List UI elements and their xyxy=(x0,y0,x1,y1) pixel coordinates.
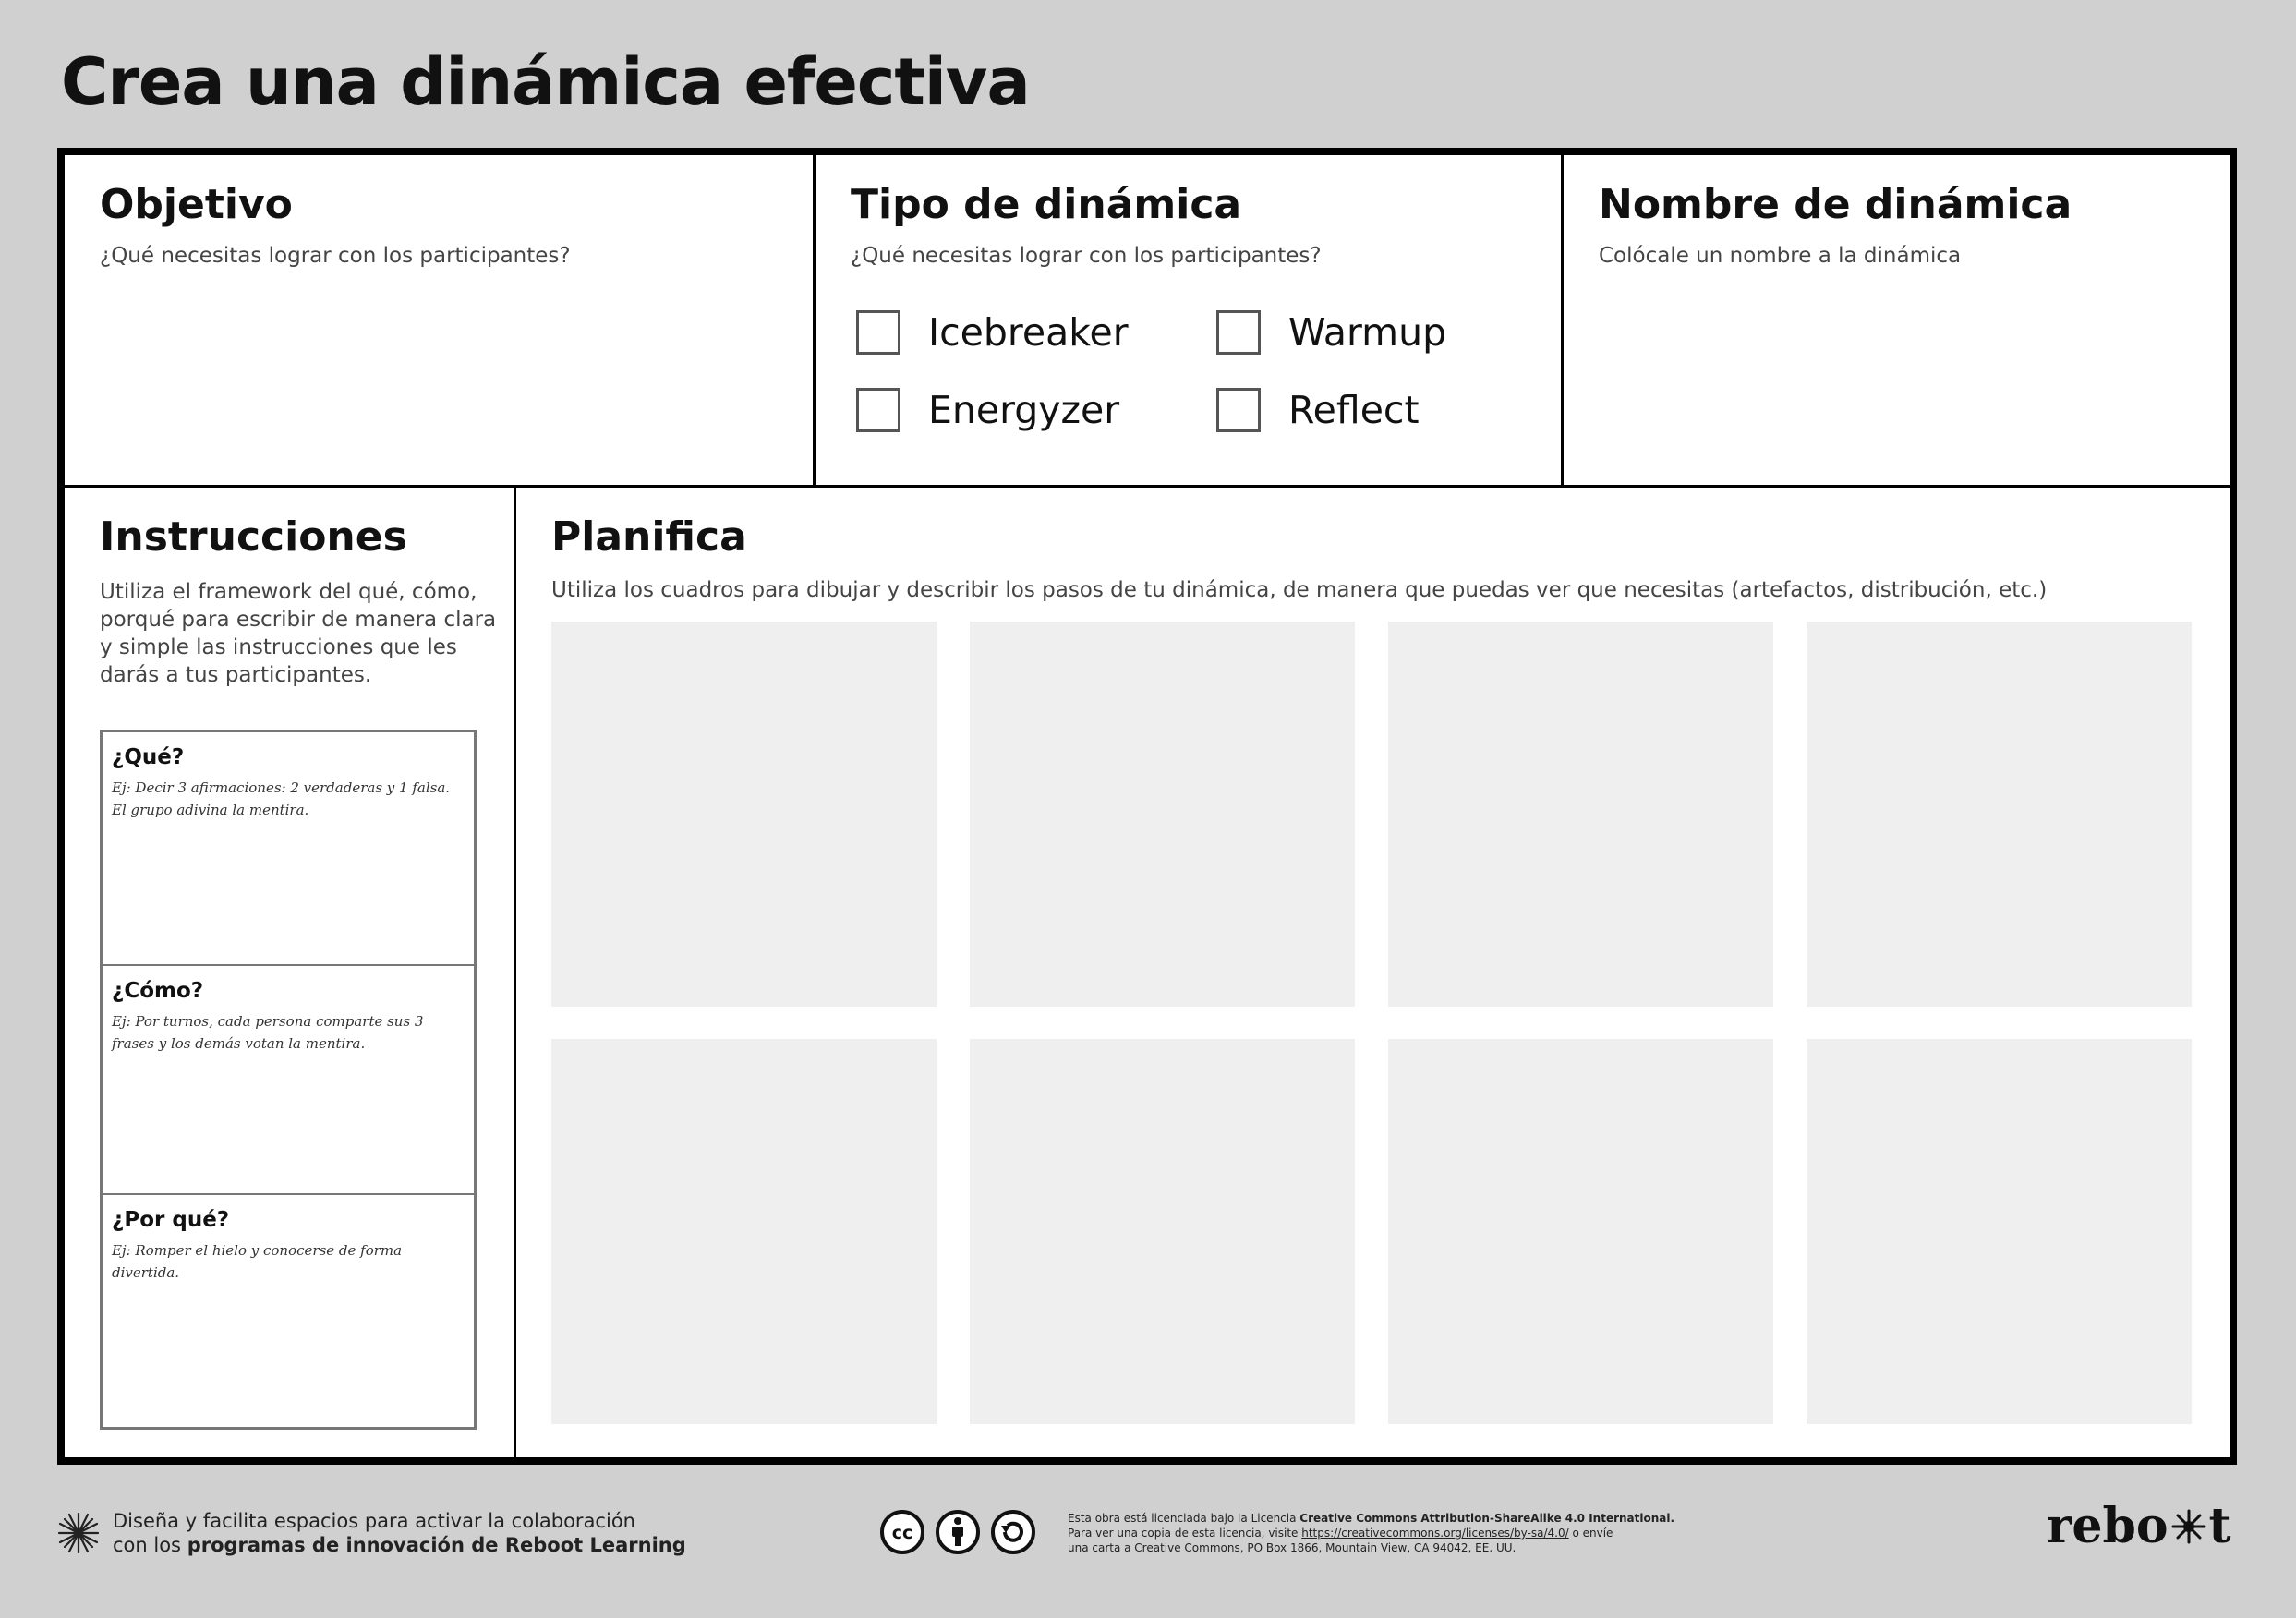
tipo-title: Tipo de dinámica xyxy=(851,181,1242,228)
planifica-title: Planifica xyxy=(551,513,747,561)
license-line-3: una carta a Creative Commons, PO Box 1866, Mountain View, CA 94042, EE. UU. xyxy=(1068,1541,1517,1554)
planifica-section xyxy=(516,488,2230,1457)
instrucciones-title: Instrucciones xyxy=(100,513,407,561)
checkbox-icebreaker[interactable] xyxy=(856,310,1129,355)
porque-title: ¿Por qué? xyxy=(112,1208,230,1232)
plan-tile-8[interactable] xyxy=(1807,1039,2192,1424)
checkbox-reflect[interactable] xyxy=(1216,388,1420,432)
license-line-1-bold: Creative Commons Attribution-ShareAlike 4.0 International. xyxy=(1299,1512,1675,1525)
instrucciones-section xyxy=(65,488,516,1457)
footer-line-2-prefix: con los xyxy=(113,1534,187,1556)
checkbox-label: Reflect xyxy=(1288,388,1420,432)
cc-license-icons xyxy=(879,1509,1036,1555)
canvas-board xyxy=(57,148,2237,1465)
que-box[interactable] xyxy=(103,732,474,966)
como-example: Ej: Por turnos, cada persona comparte sus 3 frases y los demás votan la mentira. xyxy=(112,1013,424,1052)
planifica-subtitle: Utiliza los cuadros para dibujar y describir los pasos de tu dinámica, de manera que puedas ver que necesitas (artefactos, distribución, etc.) xyxy=(551,578,2048,602)
framework-box xyxy=(100,730,477,1430)
checkbox-label: Warmup xyxy=(1288,310,1447,355)
nombre-section[interactable] xyxy=(1564,155,2230,485)
plan-tile-2[interactable] xyxy=(970,622,1355,1007)
checkbox-energyzer[interactable] xyxy=(856,388,1119,432)
footer-line-2 xyxy=(113,1533,686,1557)
page-title: Crea una dinámica efectiva xyxy=(61,44,1030,120)
checkbox-box[interactable] xyxy=(1216,388,1261,432)
plan-tile-3[interactable] xyxy=(1388,622,1773,1007)
plan-tile-6[interactable] xyxy=(970,1039,1355,1424)
checkbox-box[interactable] xyxy=(856,310,900,355)
como-title: ¿Cómo? xyxy=(112,979,204,1003)
instrucciones-subtitle: Utiliza el framework del qué, cómo, porqué para escribir de manera clara y simple las instrucciones que les darás a tus participantes. xyxy=(100,580,497,687)
logo-text-c: t xyxy=(2208,1498,2231,1554)
footer-line-2-bold: programas de innovación de Reboot Learning xyxy=(187,1534,686,1556)
license-line-1 xyxy=(1068,1511,1674,1526)
plan-tile-5[interactable] xyxy=(551,1039,937,1424)
plan-tile-4[interactable] xyxy=(1807,622,2192,1007)
plan-tile-7[interactable] xyxy=(1388,1039,1773,1424)
objetivo-subtitle: ¿Qué necesitas lograr con los participantes? xyxy=(100,244,571,268)
bottom-row xyxy=(65,488,2230,1457)
svg-text:cc: cc xyxy=(891,1523,913,1543)
license-line-1-prefix: Esta obra está licenciada bajo la Licencia xyxy=(1068,1512,1300,1525)
top-row xyxy=(65,155,2230,488)
porque-box[interactable] xyxy=(103,1195,474,1427)
logo-text-b: o xyxy=(2135,1498,2169,1554)
como-box[interactable] xyxy=(103,966,474,1195)
attribution-icon xyxy=(935,1509,981,1555)
checkbox-warmup[interactable] xyxy=(1216,310,1446,355)
reboot-logo xyxy=(2047,1498,2231,1554)
license-line-2-prefix: Para ver una copia de esta licencia, visite xyxy=(1068,1527,1302,1540)
license-text xyxy=(1068,1511,1674,1555)
logo-burst-icon xyxy=(2170,1508,2207,1545)
footer-tagline xyxy=(57,1509,686,1557)
nombre-subtitle: Colócale un nombre a la dinámica xyxy=(1599,244,1962,268)
license-line-2-suffix: o envíe xyxy=(1568,1527,1613,1540)
checkbox-box[interactable] xyxy=(1216,310,1261,355)
tipo-section xyxy=(816,155,1564,485)
license-line-2 xyxy=(1068,1526,1674,1540)
checkbox-label: Energyzer xyxy=(928,388,1120,432)
burst-icon xyxy=(57,1512,100,1554)
plan-tile-1[interactable] xyxy=(551,622,937,1007)
porque-example: Ej: Romper el hielo y conocerse de forma divertida. xyxy=(112,1242,403,1281)
nombre-title: Nombre de dinámica xyxy=(1599,181,2072,228)
checkbox-box[interactable] xyxy=(856,388,900,432)
sharealike-icon xyxy=(990,1509,1036,1555)
footer-line-1: Diseña y facilita espacios para activar la colaboración xyxy=(113,1510,635,1532)
checkbox-label: Icebreaker xyxy=(928,310,1129,355)
que-title: ¿Qué? xyxy=(112,745,185,769)
objetivo-section[interactable] xyxy=(65,155,816,485)
tipo-subtitle: ¿Qué necesitas lograr con los participantes? xyxy=(851,244,1322,268)
license-link[interactable]: https://creativecommons.org/licenses/by-sa/4.0/ xyxy=(1301,1527,1569,1540)
cc-icon xyxy=(879,1509,925,1555)
que-example: Ej: Decir 3 afirmaciones: 2 verdaderas y 1 falsa. El grupo adivina la mentira. xyxy=(112,779,451,818)
logo-text-a: reb xyxy=(2047,1498,2136,1554)
objetivo-title: Objetivo xyxy=(100,181,293,228)
